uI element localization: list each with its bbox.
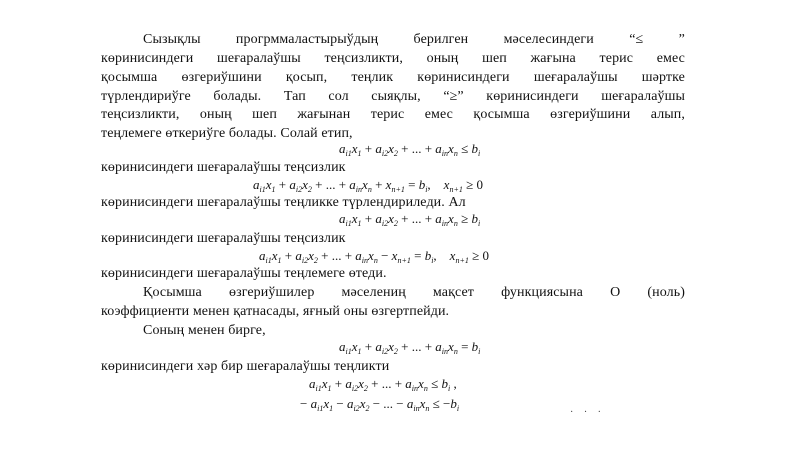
formula-equality-plus-slack: $a_{i1}x_1 + a_{i2}x_2$ + ... + $a_{in}x_n + x_{n+1} = b_i$, $x_{n+1} \ge 0$ — [253, 177, 483, 194]
paragraph-line-3: қосымша өзгериўшини қосып, теңлик көриниcиндеги шеғаралаўшы шәртке — [101, 70, 685, 85]
formula-system-le: $a_{i1}x_1 + a_{i2}x_2$ + ... + $a_{in}x_n \le b_i$ , — [309, 376, 457, 393]
paragraph-line-10: көриниcиндеги шеғаралаўшы теңлемеге өтеди. — [101, 266, 387, 281]
paragraph-line-12: коэффициенти менен қатнасады, яғный оны өзгертпейди. — [101, 304, 450, 319]
formula-equality-minus-slack: $a_{i1}x_1 + a_{i2}x_2$ + ... + $a_{in}x_n - x_{n+1} = b_i$, $x_{n+1} \ge 0$ — [259, 248, 489, 265]
formula-equality: $a_{i1}x_1 + a_{i2}x_2$ + ... + $a_{in}x_n = b_i$ — [339, 339, 481, 356]
paragraph-line-1: Сызықлы прогрммаластырыўдың берилген мәселесиндеги “≤ ” — [143, 32, 685, 47]
paragraph-line-7: көриниcиндеги шеғаралаўшы теңсизлик — [101, 160, 346, 175]
page-cut-marks: · · · — [570, 407, 605, 418]
paragraph-line-6: теңлемеге өткериўге болады. Солай етип, — [101, 126, 353, 141]
formula-inequality-le: $a_{i1}x_1 + a_{i2}x_2$ + ... + $a_{in}x_n \le b_i$ — [339, 141, 481, 158]
paragraph-line-4: түрлендириўге болады. Тап сол сыяқлы, “≥” көриниcиндеги шеғаралаўшы — [101, 89, 685, 104]
paragraph-line-13: Соның менен бирге, — [143, 323, 266, 338]
paragraph-line-5: теңсизликти, оның шеп жағынан терис емес қосымша өзгериўшини алып, — [101, 107, 685, 122]
formula-system-negated: − $a_{i1}x_1 - a_{i2}x_2$ − ... − $a_{in}x_n \le -b_i$ — [300, 396, 460, 413]
paragraph-line-11: Қосымша өзгериўшилер мәселениң мақсет функциясына О (ноль) — [143, 285, 685, 300]
paragraph-line-9: көриниcиндеги шеғаралаўшы теңсизлик — [101, 231, 346, 246]
paragraph-line-2: көриниcиндеги шеғаралаўшы теңсизликти, оның шеп жағына терис емес — [101, 51, 685, 66]
formula-inequality-ge: $a_{i1}x_1 + a_{i2}x_2$ + ... + $a_{in}x_n \ge b_i$ — [339, 211, 481, 228]
paragraph-line-8: көриниcиндеги шеғаралаўшы теңликке түрлендириледи. Ал — [101, 195, 466, 210]
paragraph-line-14: көриниcиндеги хәр бир шеғаралаўшы теңликти — [101, 359, 390, 374]
